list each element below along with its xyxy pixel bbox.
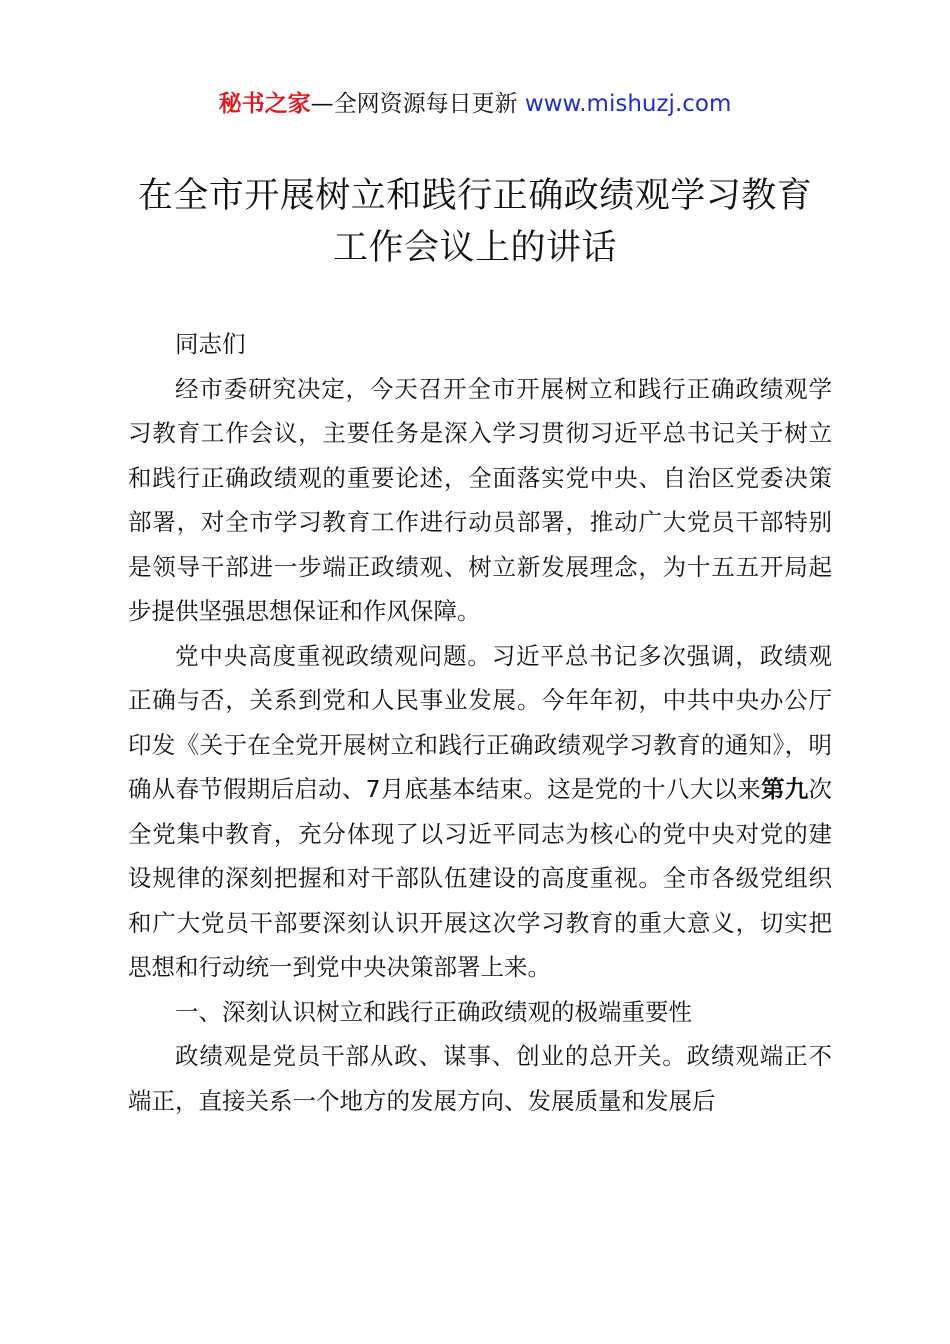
salutation: 同志们 (175, 330, 246, 358)
document-title (100, 170, 850, 274)
paragraph-2-text-a: 党中央高度重视政绩观问题。习近平总书记多次强调，政绩观正确与否，关系到党和人民事业发展。今年年初，中共中央办公厅印发《关于在全党开展树立和践行正确政绩观学习教育的通知》，明确从春节假期后启动、7月底基本结束。这是党的十八大以来 (128, 641, 832, 803)
document-title-line-1: 在全市开展树立和践行正确政绩观学习教育 (137, 176, 813, 216)
site-header (0, 86, 950, 122)
paragraph-1: 经市委研究决定，今天召开全市开展树立和践行正确政绩观学习教育工作会议，主要任务是深入学习贯彻习近平总书记关于树立和践行正确政绩观的重要论述，全面落实党中央、自治区党委决策部署，对全市学习教育工作进行动员部署，推动广大党员干部特别是领导干部进一步端正政绩观、树立新发展理念，为十五五开局起步提供坚强思想保证和作风保障。 (128, 374, 832, 625)
paragraph-3: 政绩观是党员干部从政、谋事、创业的总开关。政绩观端正不端正，直接关系一个地方的发展方向、发展质量和发展后 (128, 1042, 832, 1115)
site-name: 秘书之家 (218, 91, 311, 117)
paragraph-2-text-b: 次全党集中教育，充分体现了以习近平同志为核心的党中央对党的建设规律的深刻把握和对干部队伍建设的高度重视。全市各级党组织和广大党员干部要深刻认识开展这次学习教育的重大意义，切实把思想和行动统一到党中央决策部署上来。 (128, 775, 833, 981)
site-tagline: —全网资源每日更新 (310, 91, 525, 117)
document-title-line-2: 工作会议上的讲话 (332, 228, 617, 268)
paragraph-2 (128, 634, 832, 990)
site-url-link[interactable]: www.mishuzj.com (524, 91, 732, 117)
paragraph-2-bold-ordinal: 第九 (760, 775, 809, 803)
section-1-heading: 一、深刻认识树立和践行正确政绩观的极端重要性 (175, 997, 692, 1026)
document-body (128, 322, 832, 1123)
